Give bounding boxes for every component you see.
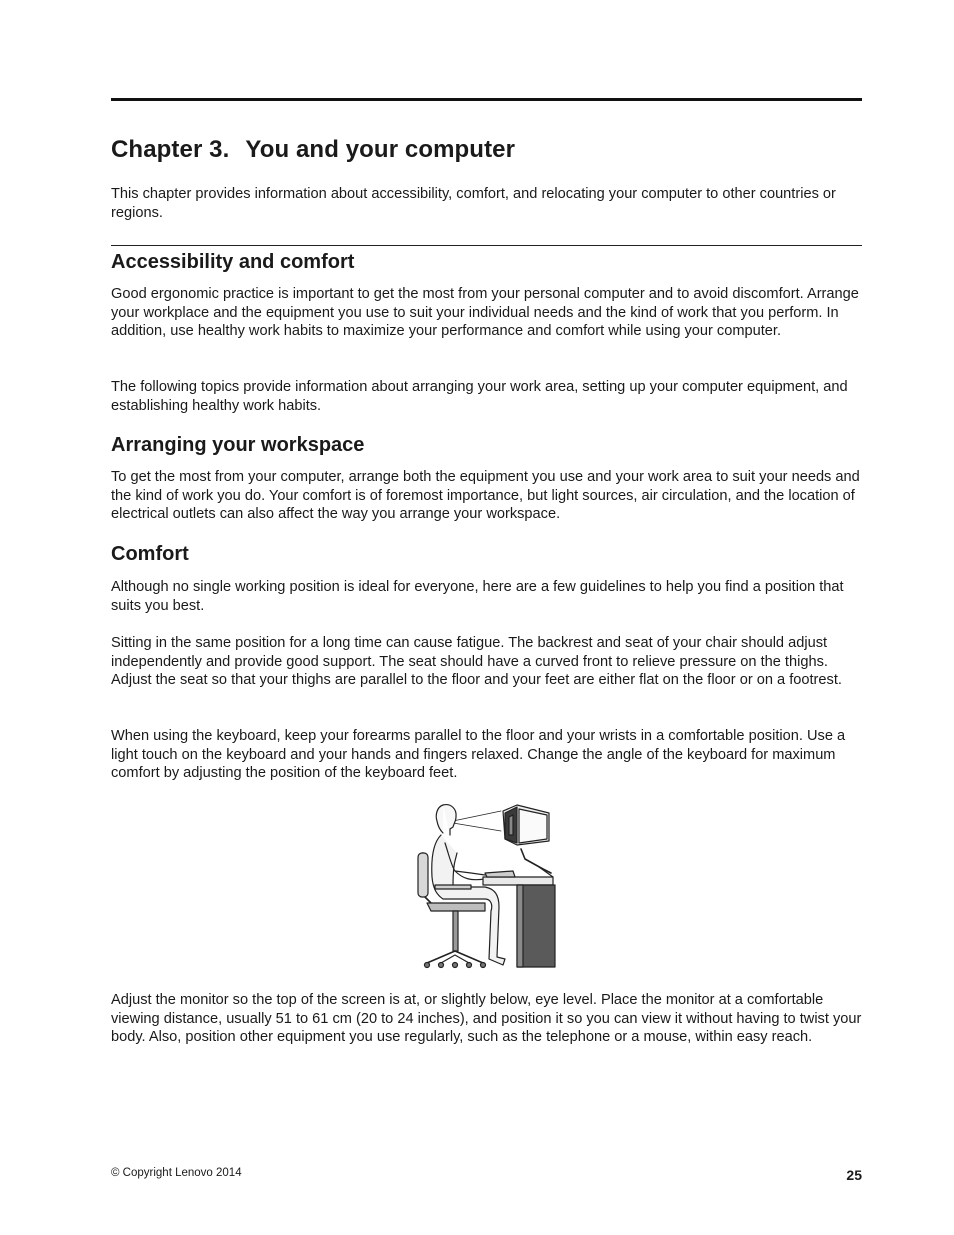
- keyboard: [485, 871, 515, 877]
- chapter-top-rule: [111, 98, 862, 101]
- chapter-title: [111, 136, 515, 164]
- chapter-title-text: You and your computer: [245, 136, 516, 163]
- comfort-paragraph-4: Adjust the monitor so the top of the screen is at, or slightly below, eye level. Place the monitor at a comfortable viewing distance, usually 51 to 61 cm (20 to 24 inches), and position it so you can view it without having to twist your body. Also, position other equipment you use regularly, such as the telephone or a mouse, within easy reach.: [111, 992, 862, 1046]
- ergonomic-workstation-illustration: [413, 799, 561, 971]
- chair-post: [453, 911, 458, 951]
- heading-workspace: Arranging your workspace: [111, 434, 365, 456]
- heading-comfort: Comfort: [111, 543, 189, 565]
- accessibility-paragraph-1: Good ergonomic practice is important to get the most from your personal computer and to avoid discomfort. Arrange your workplace and the equipment you use to suit your individual needs and the kind of work that you perform. In addition, use healthy work habits to maximize your performance and comfort while using your computer.: [111, 286, 859, 340]
- comfort-paragraph-3: When using the keyboard, keep your forearms parallel to the floor and your wrists in a comfortable position. Use a light touch on the keyboard and your hands and fingers relaxed. Change the angle of the keyboard for maximum comfort by adjusting the position of the keyboard feet.: [111, 728, 846, 782]
- copyright-notice: © Copyright Lenovo 2014: [111, 1167, 242, 1179]
- desk-top: [483, 877, 553, 885]
- accessibility-paragraph-2: The following topics provide information about arranging your work area, setting up your computer equipment, and establishing healthy work habits.: [111, 379, 848, 414]
- chair-base: [427, 951, 483, 963]
- heading-accessibility: Accessibility and comfort: [111, 251, 355, 273]
- chapter-number: Chapter 3.: [111, 136, 230, 163]
- section-rule: [111, 245, 862, 246]
- sight-line-top: [453, 811, 501, 821]
- chair-seat: [427, 903, 485, 911]
- person-head: [443, 805, 456, 835]
- chapter-intro: This chapter provides information about accessibility, comfort, and relocating your computer to other countries or regions.: [111, 186, 836, 221]
- page-number: 25: [846, 1167, 862, 1183]
- person-body: [432, 835, 505, 965]
- comfort-paragraph-2: Sitting in the same position for a long time can cause fatigue. The backrest and seat of your chair should adjust independently and provide good support. The seat should have a curved front to relieve pressure on the thighs. Adjust the seat so that your thighs are parallel to the floor and your feet are either flat on the floor or on a footrest.: [111, 635, 842, 689]
- comfort-paragraph-1: Although no single working position is ideal for everyone, here are a few guidelines to help you find a position that suits you best.: [111, 579, 844, 614]
- monitor-arm: [521, 849, 551, 873]
- workspace-paragraph-1: To get the most from your computer, arrange both the equipment you use and your work area to suit your needs and the kind of work you do. Your comfort is of foremost importance, but light sources, air circulation, and the location of electrical outlets can also affect the way you arrange your workspace.: [111, 469, 860, 523]
- sight-line-bottom: [453, 823, 501, 831]
